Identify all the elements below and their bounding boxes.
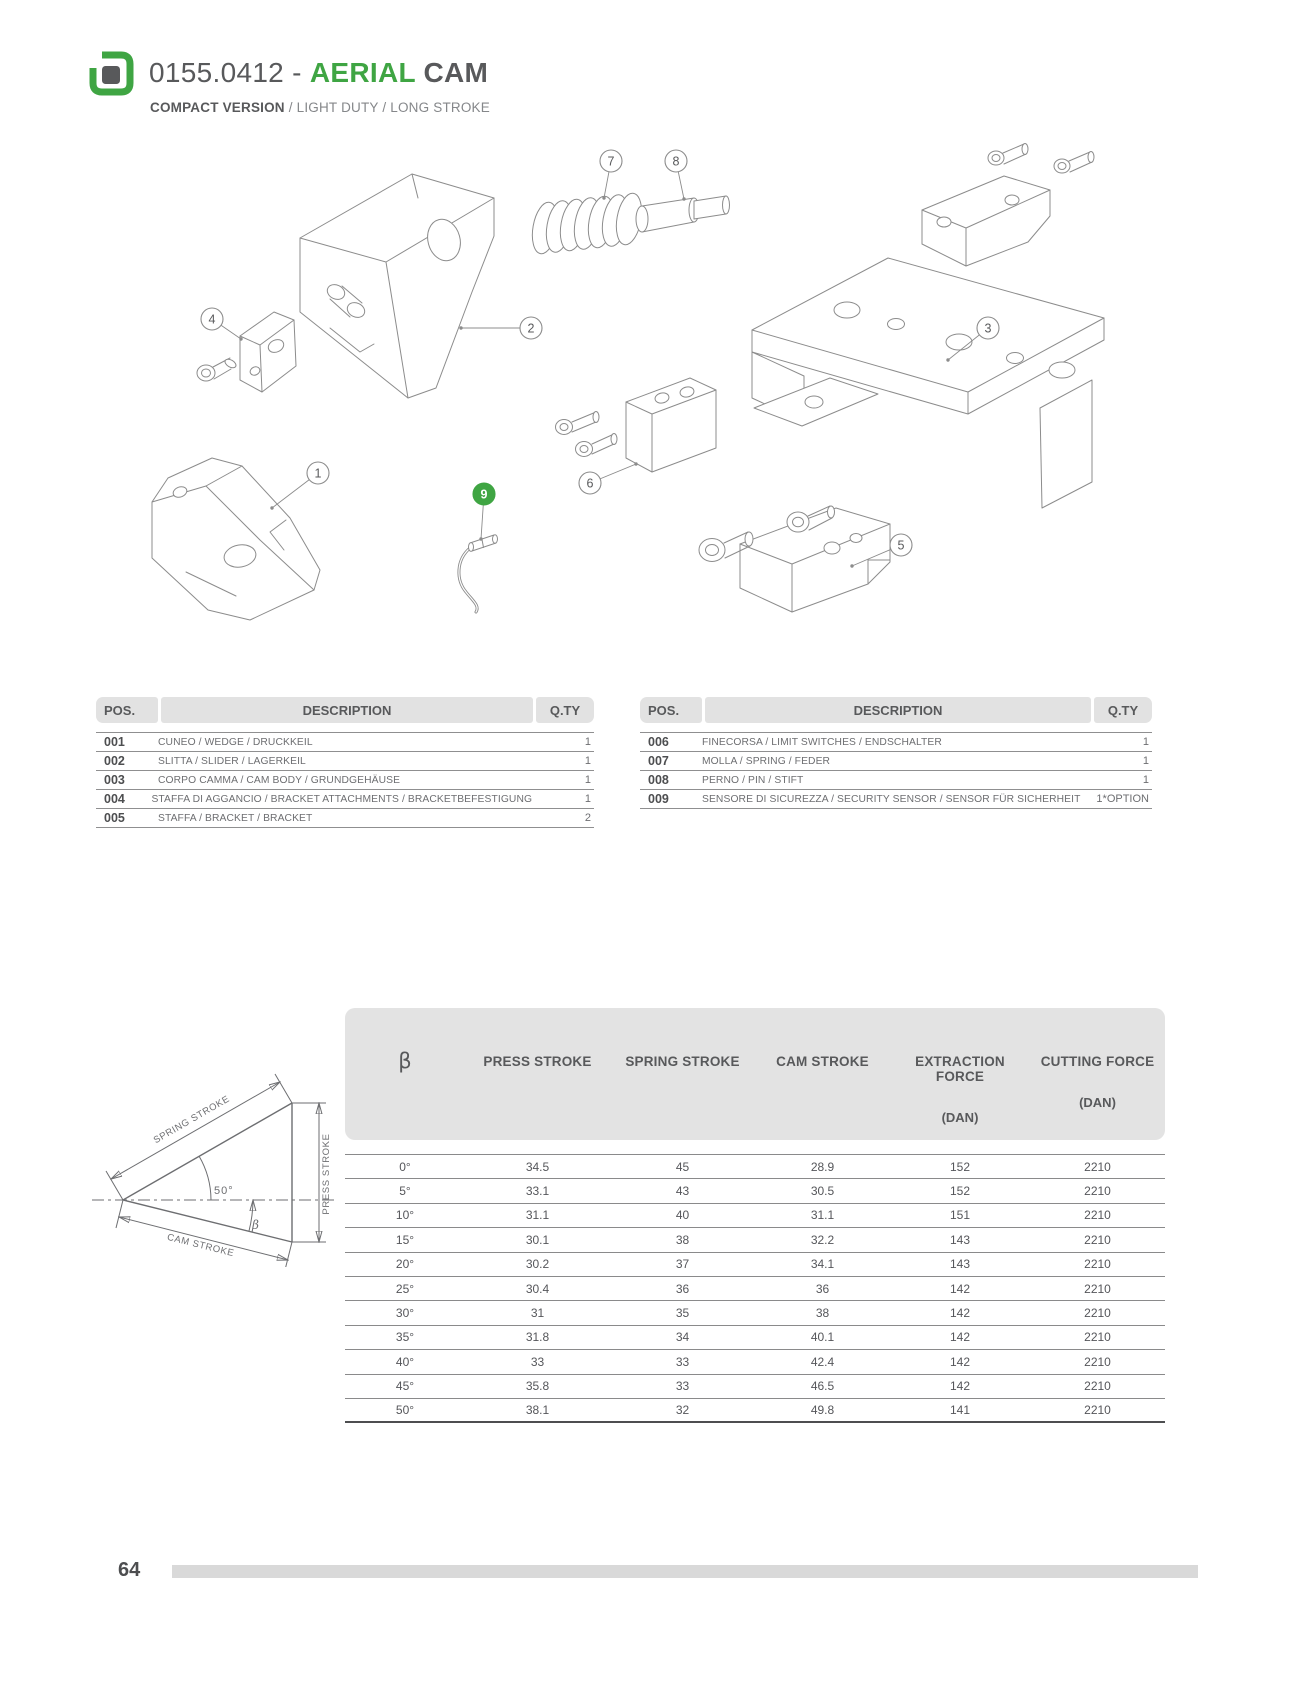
spring-stroke-value: 34 [675, 1330, 690, 1345]
extraction-force-value: 142 [949, 1354, 971, 1369]
part-position: 004 [104, 792, 125, 806]
part-description: FINECORSA / LIMIT SWITCHES / ENDSCHALTER [702, 736, 942, 748]
callout-6 [579, 462, 638, 494]
part-limit-switch [626, 378, 716, 472]
table-row [345, 1155, 1165, 1179]
cutting-force-value: 2210 [1084, 1330, 1111, 1345]
beta-value: 0° [399, 1159, 411, 1174]
press-stroke-value: 31.1 [525, 1208, 550, 1223]
cutting-force-value: 2210 [1084, 1159, 1111, 1174]
page-subtitle: COMPACT VERSION / LIGHT DUTY / LONG STROKE [150, 100, 490, 115]
force-table-header [345, 1008, 1165, 1140]
part-quantity: 1 [1142, 736, 1149, 748]
part-spring [529, 191, 646, 255]
spring-stroke-label: SPRING STROKE [151, 1093, 232, 1147]
part-position: 005 [104, 811, 125, 825]
spring-stroke-value: 43 [675, 1184, 690, 1199]
spring-stroke-value: 45 [675, 1159, 690, 1174]
part-quantity: 1 [584, 736, 591, 748]
cutting-force-value: 2210 [1084, 1281, 1111, 1296]
callout-2 [459, 317, 542, 339]
parts-table-right [640, 697, 1152, 809]
cutting-force-value: 2210 [1084, 1232, 1111, 1247]
spring-stroke-value: 36 [675, 1281, 690, 1296]
part-position: 009 [648, 792, 669, 806]
spring-stroke-value: 33 [675, 1354, 690, 1369]
page-number: 64 [118, 1559, 141, 1581]
table-row [345, 1301, 1165, 1325]
table-row [345, 1228, 1165, 1252]
cutting-force-value: 2210 [1084, 1257, 1111, 1272]
part-slider-wedge [152, 458, 320, 620]
extraction-force-value: 142 [949, 1281, 971, 1296]
spring-stroke-value: 40 [675, 1208, 690, 1223]
stroke-force-table [345, 1008, 1165, 1423]
part-description: STAFFA DI AGGANCIO / BRACKET ATTACHMENTS / BRACKETBEFESTIGUNG [151, 793, 533, 805]
part-description: PERNO / PIN / STIFT [702, 774, 804, 786]
product-name-suffix: CAM [415, 57, 489, 88]
part-position: 008 [648, 773, 669, 787]
column-header: EXTRACTION FORCE (DAN) [915, 1054, 1005, 1125]
svg-text:5: 5 [897, 538, 905, 553]
beta-value: 50° [395, 1403, 415, 1418]
parts-table-row [96, 733, 594, 752]
cutting-force-value: 2210 [1084, 1354, 1111, 1369]
svg-text:7: 7 [607, 154, 615, 169]
part-quantity: 1 [584, 793, 591, 805]
extraction-force-value: 152 [949, 1184, 971, 1199]
column-header-qty: Q.TY [536, 697, 594, 723]
svg-text:4: 4 [208, 312, 216, 327]
column-header-pos: POS. [640, 697, 702, 723]
cam-stroke-value: 42.4 [810, 1354, 835, 1369]
callout-4 [201, 308, 243, 341]
parts-table-row [96, 752, 594, 771]
parts-table-row [96, 809, 594, 828]
part-pin [636, 196, 730, 232]
beta-value: 20° [395, 1257, 415, 1272]
part-position: 007 [648, 754, 669, 768]
parts-table-row [96, 790, 594, 809]
part-quantity: 2 [584, 812, 591, 824]
callout-1 [270, 462, 329, 510]
part-cam-driver [752, 258, 1104, 508]
part-position: 001 [104, 735, 125, 749]
table-row [345, 1326, 1165, 1350]
dimension-line [119, 1217, 288, 1260]
cam-stroke-value: 46.5 [810, 1379, 835, 1394]
cam-stroke-value: 36 [815, 1281, 830, 1296]
parts-table-left [96, 697, 594, 828]
svg-text:1: 1 [314, 466, 322, 481]
cam-stroke-value: 34.1 [810, 1257, 835, 1272]
cam-stroke-label: CAM STROKE [165, 1231, 236, 1260]
cam-stroke-value: 28.9 [810, 1159, 835, 1174]
table-row [345, 1204, 1165, 1228]
bolt-icon [988, 144, 1094, 174]
callout-9-highlighted [473, 483, 495, 541]
extraction-force-value: 142 [949, 1330, 971, 1345]
beta-value: 35° [395, 1330, 415, 1345]
press-stroke-value: 34.5 [525, 1159, 550, 1174]
force-table-body [345, 1154, 1165, 1423]
product-code: 0155.0412 - [149, 57, 310, 88]
extension-lines [106, 1074, 292, 1200]
part-description: CORPO CAMMA / CAM BODY / GRUNDGEHÄUSE [158, 774, 401, 786]
cam-stroke-edge [123, 1200, 292, 1242]
press-stroke-value: 33 [530, 1354, 545, 1369]
spring-stroke-value: 33 [675, 1379, 690, 1394]
beta-value: 10° [395, 1208, 415, 1223]
part-security-sensor [459, 535, 498, 612]
cam-stroke-value: 31.1 [810, 1208, 835, 1223]
part-quantity: 1*OPTION [1096, 793, 1149, 805]
parts-table-row [640, 790, 1152, 809]
beta-label: β [252, 1218, 260, 1232]
table-row [345, 1350, 1165, 1374]
extraction-force-value: 142 [949, 1306, 971, 1321]
spring-stroke-value: 37 [675, 1257, 690, 1272]
column-header: PRESS STROKE [483, 1054, 592, 1069]
part-position: 002 [104, 754, 125, 768]
svg-text:9: 9 [480, 487, 488, 502]
page-title [149, 57, 488, 89]
press-stroke-value: 33.1 [525, 1184, 550, 1199]
svg-text:3: 3 [984, 321, 992, 336]
spring-stroke-edge [123, 1103, 292, 1200]
parts-table-row [640, 752, 1152, 771]
spring-stroke-value: 38 [675, 1232, 690, 1247]
beta-value: 5° [399, 1184, 411, 1199]
cam-stroke-value: 30.5 [810, 1184, 835, 1199]
cutting-force-value: 2210 [1084, 1306, 1111, 1321]
cutting-force-value: 2210 [1084, 1208, 1111, 1223]
part-description: CUNEO / WEDGE / DRUCKKEIL [158, 736, 313, 748]
callout-7 [600, 150, 622, 200]
part-attachment-bracket [240, 312, 296, 392]
press-stroke-value: 31.8 [525, 1330, 550, 1345]
part-description: SENSORE DI SICUREZZA / SECURITY SENSOR / SENSOR FÜR SICHERHEIT [702, 793, 1081, 805]
angle-arc [199, 1156, 211, 1200]
bolt-icon [556, 412, 618, 457]
column-header: CUTTING FORCE (DAN) [1040, 1054, 1155, 1110]
press-stroke-value: 30.2 [525, 1257, 550, 1272]
table-row [345, 1253, 1165, 1277]
callout-8 [665, 150, 687, 201]
angle-label: 50° [214, 1185, 234, 1197]
column-header: CAM STROKE [776, 1054, 869, 1069]
beta-value: 25° [395, 1281, 415, 1296]
column-header: β [398, 1049, 412, 1073]
footer-bar [172, 1565, 1198, 1578]
cutting-force-value: 2210 [1084, 1379, 1111, 1394]
part-quantity: 1 [1142, 774, 1149, 786]
column-header-description: DESCRIPTION [705, 697, 1091, 723]
beta-value: 15° [395, 1232, 415, 1247]
part-bracket [740, 508, 890, 612]
column-header: SPRING STROKE [625, 1054, 740, 1069]
extraction-force-value: 142 [949, 1379, 971, 1394]
table-row [345, 1179, 1165, 1203]
parts-table-header [96, 697, 594, 723]
extraction-force-value: 152 [949, 1159, 971, 1174]
table-row [345, 1375, 1165, 1399]
column-header-pos: POS. [96, 697, 158, 723]
product-name-highlight: AERIAL [309, 57, 416, 88]
cutting-force-value: 2210 [1084, 1184, 1111, 1199]
press-stroke-value: 35.8 [525, 1379, 550, 1394]
brand-logo [86, 50, 136, 97]
press-stroke-value: 30.4 [525, 1281, 550, 1296]
part-position: 003 [104, 773, 125, 787]
press-stroke-label: PRESS STROKE [321, 1133, 332, 1215]
cam-stroke-value: 40.1 [810, 1330, 835, 1345]
part-description: SLITTA / SLIDER / LAGERKEIL [158, 755, 306, 767]
spring-stroke-value: 32 [675, 1403, 690, 1418]
part-quantity: 1 [1142, 755, 1149, 767]
part-upper-bracket [922, 176, 1050, 266]
extraction-force-value: 143 [949, 1257, 971, 1272]
parts-table-row [640, 771, 1152, 790]
extraction-force-value: 141 [949, 1403, 971, 1418]
exploded-view-drawing [90, 140, 1200, 670]
parts-table-row [640, 733, 1152, 752]
parts-table-header [640, 697, 1152, 723]
cam-stroke-value: 49.8 [810, 1403, 835, 1418]
dimension-line [111, 1082, 280, 1179]
part-position: 006 [648, 735, 669, 749]
part-description: MOLLA / SPRING / FEDER [702, 755, 831, 767]
bolt-icon [197, 357, 237, 381]
svg-text:6: 6 [586, 476, 594, 491]
spring-stroke-value: 35 [675, 1306, 690, 1321]
parts-table-row [96, 771, 594, 790]
beta-value: 45° [395, 1379, 415, 1394]
beta-value: 40° [395, 1354, 415, 1369]
column-header-description: DESCRIPTION [161, 697, 533, 723]
press-stroke-value: 38.1 [525, 1403, 550, 1418]
extraction-force-value: 143 [949, 1232, 971, 1247]
svg-text:8: 8 [672, 154, 680, 169]
extraction-force-value: 151 [949, 1208, 971, 1223]
extension-lines [116, 1200, 292, 1267]
part-quantity: 1 [584, 774, 591, 786]
part-cam-body [300, 174, 494, 398]
press-stroke-value: 31 [530, 1306, 545, 1321]
press-stroke-value: 30.1 [525, 1232, 550, 1247]
cutting-force-value: 2210 [1084, 1403, 1111, 1418]
part-description: STAFFA / BRACKET / BRACKET [158, 812, 313, 824]
stroke-angle-diagram [90, 1022, 340, 1267]
cam-stroke-value: 38 [815, 1306, 830, 1321]
cam-stroke-value: 32.2 [810, 1232, 835, 1247]
table-row [345, 1399, 1165, 1423]
part-quantity: 1 [584, 755, 591, 767]
column-header-qty: Q.TY [1094, 697, 1152, 723]
svg-text:2: 2 [527, 321, 535, 336]
table-row [345, 1277, 1165, 1301]
beta-value: 30° [395, 1306, 415, 1321]
